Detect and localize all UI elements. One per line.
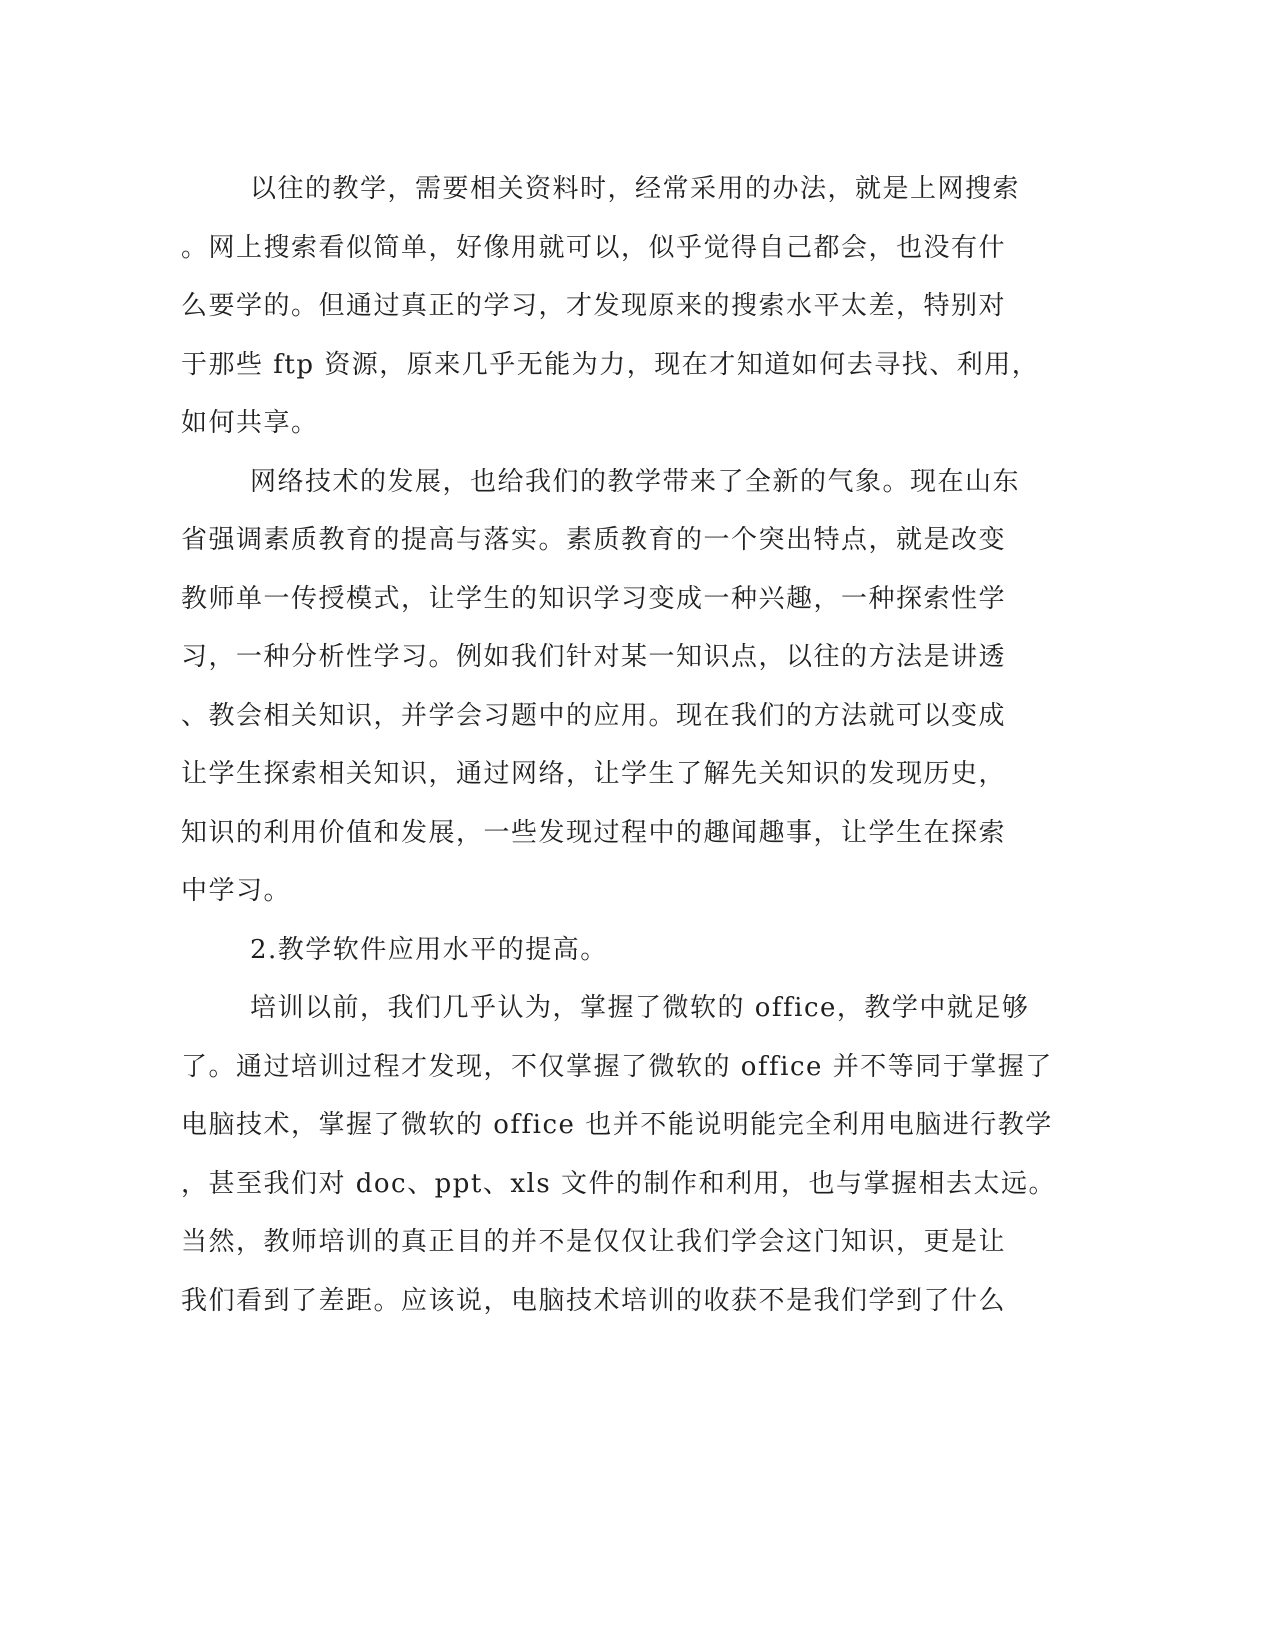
paragraph-line: 以往的教学，需要相关资料时，经常采用的办法，就是上网搜索: [250, 174, 1021, 204]
paragraph-line: 知识的利用价值和发展，一些发现过程中的趣闻趣事，让学生在探索: [181, 817, 1007, 848]
paragraph-line: 网络技术的发展，也给我们的教学带来了全新的气象。现在山东: [250, 466, 1021, 497]
document-body: [181, 160, 1061, 1330]
paragraph-line: 习，一种分析性学习。例如我们针对某一知识点，以往的方法是讲透: [181, 642, 1007, 672]
paragraph-line: 么要学的。但通过真正的学习，才发现原来的搜索水平太差，特别对: [181, 291, 1007, 321]
paragraph-line: ，甚至我们对 doc、ppt、xls 文件的制作和利用，也与掌握相去太远。: [181, 1168, 1056, 1199]
paragraph-line: 了。通过培训过程才发现，不仅掌握了微软的 office 并不等同于掌握了: [181, 1051, 1053, 1082]
paragraph-line: 教师单一传授模式，让学生的知识学习变成一种兴趣，一种探索性学: [181, 583, 1007, 614]
paragraph-line: 培训以前，我们几乎认为，掌握了微软的 office，教学中就足够: [250, 993, 1030, 1023]
paragraph-line: 中学习。: [181, 876, 292, 906]
section-heading: 2.教学软件应用水平的提高。: [250, 934, 608, 965]
paragraph-line: 如何共享。: [181, 408, 319, 438]
paragraph-line: 电脑技术，掌握了微软的 office 也并不能说明能完全利用电脑进行教学: [181, 1110, 1053, 1140]
paragraph-line: 、教会相关知识，并学会习题中的应用。现在我们的方法就可以变成: [181, 700, 1007, 731]
paragraph-line: 让学生探索相关知识，通过网络，让学生了解先关知识的发现历史，: [181, 759, 1007, 789]
paragraph-line: 省强调素质教育的提高与落实。素质教育的一个突出特点，就是改变: [181, 525, 1007, 555]
paragraph-line: 我们看到了差距。应该说，电脑技术培训的收获不是我们学到了什么: [181, 1285, 1007, 1316]
paragraph-line: 。网上搜索看似简单，好像用就可以，似乎觉得自己都会，也没有什: [181, 232, 1007, 263]
paragraph-line: 于那些 ftp 资源，原来几乎无能为力，现在才知道如何去寻找、利用，: [181, 349, 1040, 380]
paragraph-line: 当然，教师培训的真正目的并不是仅仅让我们学会这门知识，更是让: [181, 1227, 1007, 1257]
